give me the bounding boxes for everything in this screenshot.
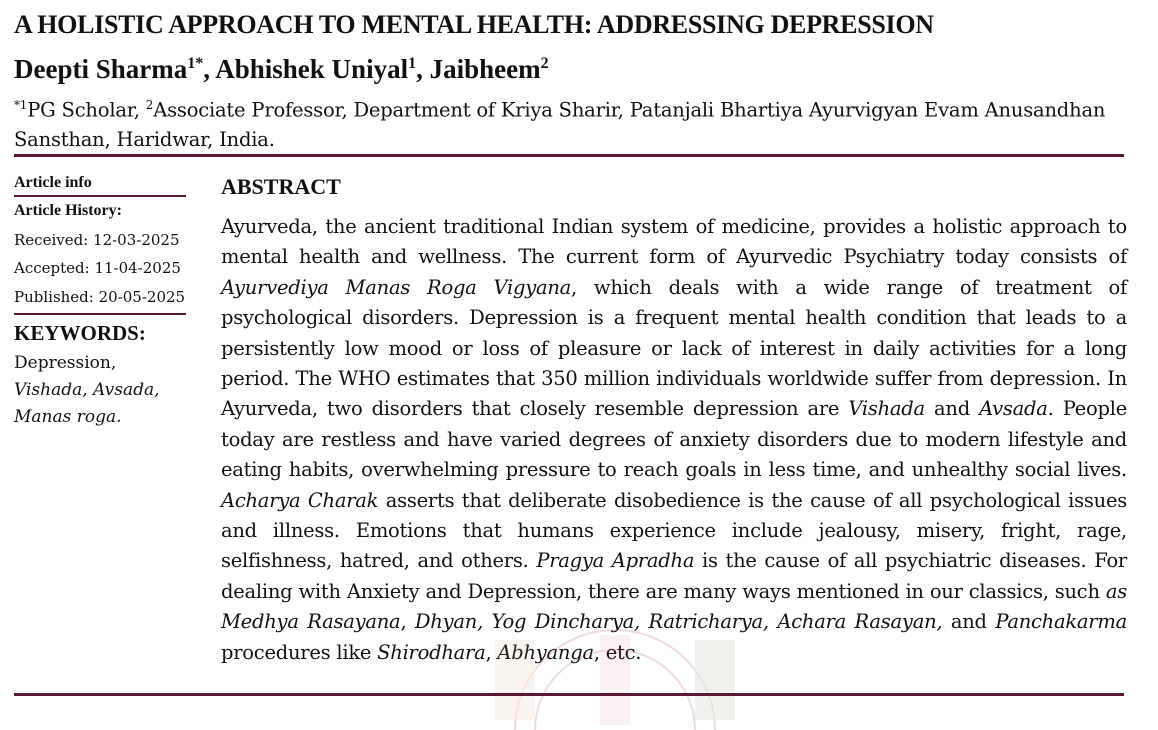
abstract-italic-term: Pragya Apradha	[536, 549, 695, 573]
author-separator: ,	[203, 54, 216, 84]
abstract-italic-term: Acharya Charak	[221, 488, 379, 512]
abstract-text: ,	[485, 640, 498, 664]
author-name: Abhishek Uniyal	[215, 54, 409, 84]
affiliation	[14, 91, 1134, 154]
keywords-list	[14, 350, 186, 431]
abstract-text: ,	[400, 610, 415, 634]
abstract-italic-term: Vishada	[848, 397, 925, 421]
keyword-item: Vishada, Avsada,	[14, 380, 160, 400]
author-affil-mark: 1*	[187, 55, 204, 72]
article-history-label: Article History:	[14, 202, 122, 219]
published-date: Published: 20-05-2025	[14, 287, 186, 306]
abstract-text: asserts that deliberate disobedience is the cause of all psychological issues and illness. Emotions that humans experience include jealousy, misery, fright, rage, selfishness, hatred, and others.	[221, 488, 1127, 573]
abstract-text: . People today are restless and have varied degrees of anxiety disorders due to modern lifestyle and eating habits, overwhelming pressure to reach goals in less time, and unhealthy social lives.	[221, 397, 1128, 482]
footer-divider	[14, 693, 1124, 696]
affil-text: Associate Professor, Department of Kriya Sharir, Patanjali Bhartiya Ayurvigyan Evam Anusandhan Sansthan, Haridwar, India.	[14, 98, 1106, 151]
author-affil-mark: 1	[408, 55, 417, 72]
keywords-heading: KEYWORDS:	[14, 321, 146, 345]
header-divider	[14, 154, 1124, 157]
received-date: Received: 12-03-2025	[14, 230, 180, 249]
abstract-italic-term: Abhyanga	[497, 640, 594, 664]
keyword-item: Depression,	[14, 353, 117, 373]
paper-title: A HOLISTIC APPROACH TO MENTAL HEALTH: ADDRESSING DEPRESSION	[14, 10, 934, 39]
abstract-text: procedures like	[221, 640, 378, 664]
abstract-italic-term: as Medhya Rasayana	[221, 579, 1127, 634]
abstract-italic-term: Panchakarma	[995, 610, 1127, 634]
affil-role: PG Scholar,	[27, 98, 146, 122]
abstract-italic-term: Shirodhara	[377, 640, 486, 664]
author-affil-mark: 2	[540, 55, 549, 72]
abstract-text: Ayurveda, the ancient traditional Indian system of medicine, provides a holistic approach to mental health and wellness. The current form of Ayurvedic Psychiatry today consists of	[221, 215, 1127, 269]
abstract-text: , etc.	[593, 640, 642, 664]
article-info-sidebar	[14, 174, 186, 431]
abstract-italic-term: Dhyan, Yog Dincharya, Ratricharya, Achara Rasayan,	[414, 610, 943, 634]
accepted-date: Accepted: 11-04-2025	[14, 259, 181, 277]
article-info-heading: Article info	[14, 174, 186, 197]
abstract-text: and	[924, 397, 980, 421]
abstract-italic-term: Ayurvediya Manas Roga Vigyana	[221, 275, 572, 299]
author-list	[14, 54, 549, 85]
affil-mark: 2	[145, 98, 154, 112]
abstract-italic-term: Avsada	[979, 397, 1048, 421]
author-separator: ,	[416, 54, 430, 84]
affil-mark: *1	[14, 98, 28, 112]
keyword-item: Manas roga.	[14, 407, 122, 427]
abstract-heading: ABSTRACT	[221, 174, 341, 199]
abstract-text: , which deals with a wide range of treatment of psychological disorders. Depression is a frequent mental health condition that leads to a persistently low mood or loss of pleasure or lack of interest in daily activities for a long period. The WHO estimates that 350 million individuals worldwide suffer from depression. In Ayurveda, two disorders that closely resemble depression are	[221, 275, 1127, 421]
sidebar-divider	[14, 313, 186, 315]
abstract-text: is the cause of all psychiatric diseases. For dealing with Anxiety and Depression, there are many ways mentioned in our classics, such	[221, 549, 1127, 603]
author-name: Jaibheem	[429, 54, 541, 84]
abstract-body	[221, 212, 1127, 668]
abstract-text: and	[942, 610, 996, 634]
author-name: Deepti Sharma	[14, 54, 188, 84]
